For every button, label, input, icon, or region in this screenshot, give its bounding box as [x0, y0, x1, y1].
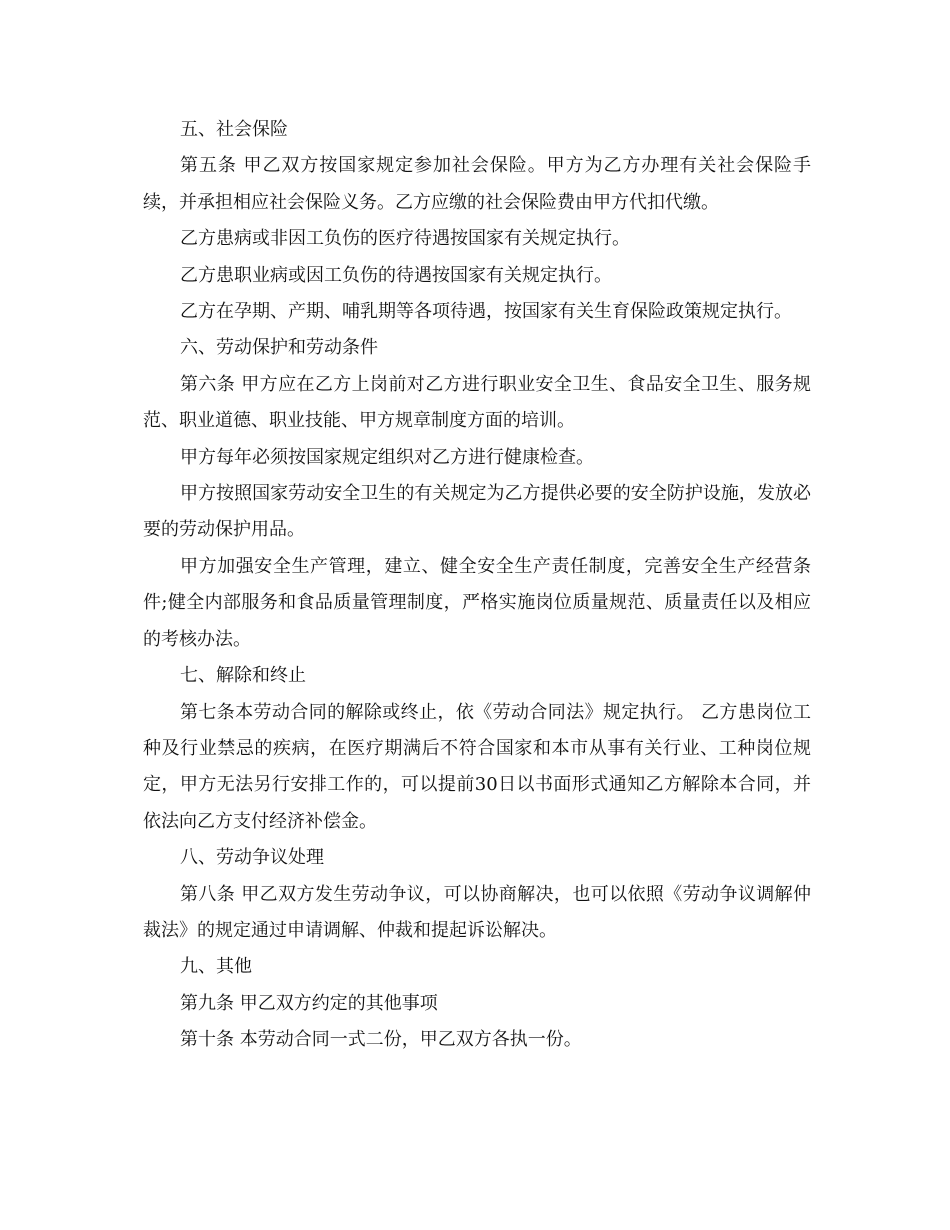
article-10-paragraph: 第十条 本劳动合同一式二份，甲乙双方各执一份。 [180, 1029, 582, 1051]
article-5-paragraph: 第五条 甲乙双方按国家规定参加社会保险。甲方为乙方办理有关社会保险手续，并承担相应社会保险义务。乙方应缴的社会保险费由甲方代扣代缴。 [143, 155, 811, 213]
paragraph-health-check: 甲方每年必须按国家规定组织对乙方进行健康检查。 [180, 446, 594, 468]
paragraph-medical-treatment: 乙方患病或非因工负伤的医疗待遇按国家有关规定执行。 [180, 228, 630, 250]
article-6-paragraph: 第六条 甲方应在乙方上岗前对乙方进行职业安全卫生、食品安全卫生、服务规范、职业道德、职业技能、甲方规章制度方面的培训。 [143, 373, 811, 432]
section-heading-social-insurance: 五、社会保险 [180, 119, 288, 140]
document-body [143, 112, 811, 1059]
paragraph-occupational-disease: 乙方患职业病或因工负伤的待遇按国家有关规定执行。 [180, 264, 612, 286]
section-heading-other: 九、其他 [180, 956, 252, 978]
article-7-paragraph: 第七条本劳动合同的解除或终止，依《劳动合同法》规定执行。 乙方患岗位工种及行业禁忌的疾病，在医疗期满后不符合国家和本市从事有关行业、工种岗位规定，甲方无法另行安排工作的，可以提前30日以书面形式通知乙方解除本合同，并依法向乙方支付经济补偿金。 [143, 701, 811, 832]
article-9-paragraph: 第九条 甲乙双方约定的其他事项 [180, 992, 438, 1014]
paragraph-safety-management: 甲方加强安全生产管理，建立、健全安全生产责任制度，完善安全生产经营条件;健全内部服务和食品质量管理制度，严格实施岗位质量规范、质量责任以及相应的考核办法。 [143, 555, 811, 650]
section-heading-termination: 七、解除和终止 [180, 665, 306, 687]
article-8-paragraph: 第八条 甲乙双方发生劳动争议，可以协商解决，也可以依照《劳动争议调解仲裁法》的规定通过申请调解、仲裁和提起诉讼解决。 [143, 883, 811, 941]
paragraph-maternity: 乙方在孕期、产期、哺乳期等各项待遇，按国家有关生育保险政策规定执行。 [180, 301, 792, 323]
paragraph-safety-equipment: 甲方按照国家劳动安全卫生的有关规定为乙方提供必要的安全防护设施，发放必要的劳动保护用品。 [143, 483, 811, 541]
section-heading-labor-dispute: 八、劳动争议处理 [180, 847, 324, 869]
section-heading-labor-protection: 六、劳动保护和劳动条件 [180, 337, 378, 359]
